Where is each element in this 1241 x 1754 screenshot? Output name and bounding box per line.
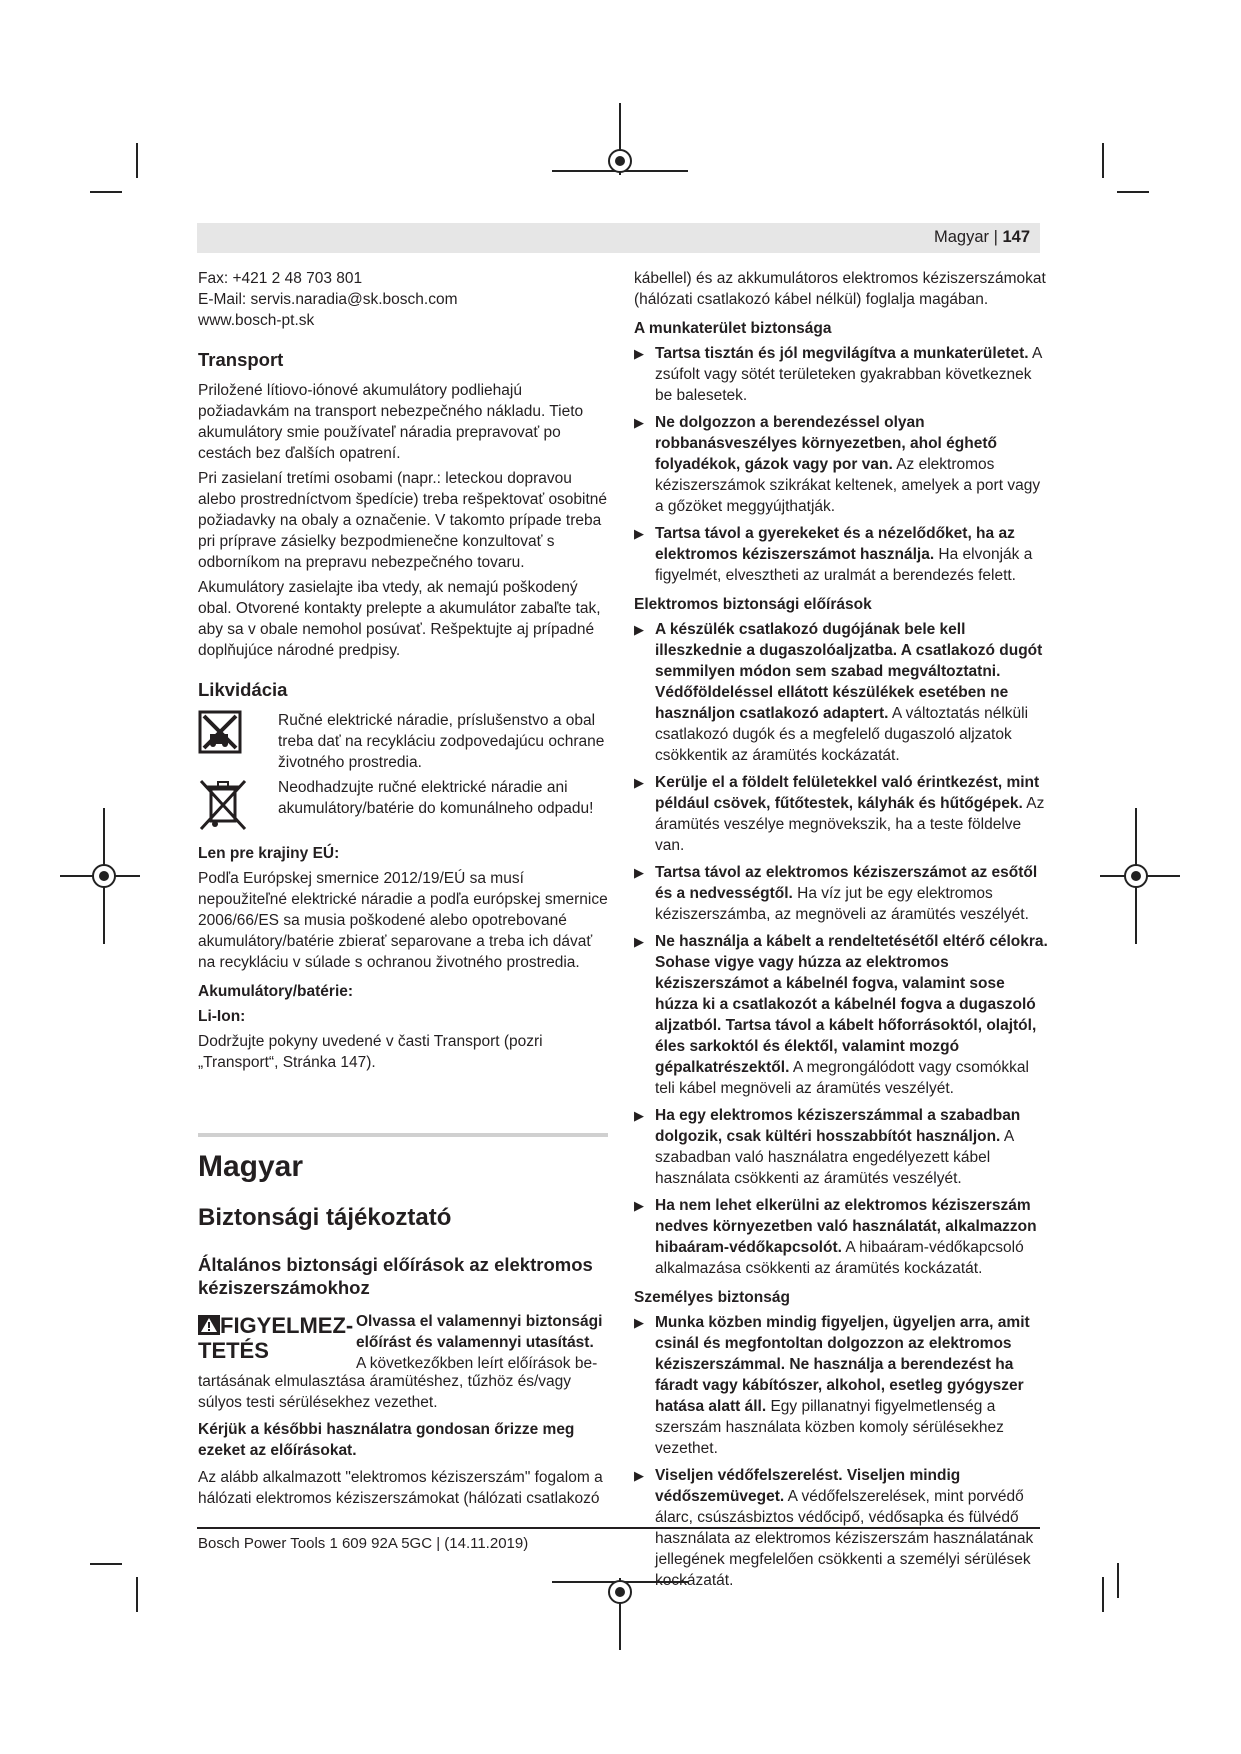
language-title: Magyar — [198, 1150, 304, 1183]
right-column — [634, 268, 1049, 1597]
transport-paragraph: Pri zasielaní tretími osobami (napr.: leteckou dopravou alebo prostredníctvom špedície) treba rešpektovať osobitné požiadavky na obaly a označenie. V takomto prípade treba pri príprave zásielky bezpodmienečne konzultovať s odborníkom na prepravu nebezpečného tovaru. — [198, 470, 608, 571]
liion-heading: Li-Ion: — [198, 1008, 246, 1025]
left-column — [198, 268, 608, 1513]
bullet-arrow-icon: ▶ — [634, 1108, 644, 1123]
warning-label: FIGYELMEZ- TETÉS — [198, 1313, 354, 1363]
footer-text: Bosch Power Tools 1 609 92A 5GC | (14.11.2019) — [198, 1535, 529, 1552]
safety-item: ▶ A készülék csatlakozó dugójának bele kell illeszkednie a dugaszolóaljzatba. A csatlakozó dugót semmilyen módon sem szabad megváltoztatni. Védőföldeléssel ellátott készülékek esetében ne használjon csatlakozó adaptert. A változtatás nélküli csatlakozó dugók és a megfelelő dugaszoló aljzatok csökkentik az áramütés kockázatát. — [634, 621, 1043, 764]
bullet-arrow-icon: ▶ — [634, 346, 644, 361]
safety-item: ▶ Ha nem lehet elkerülni az elektromos kéziszerszám nedves környezetben való használatát, alkalmazzon hibaáram-védőkapcsolót. A hibaáram-védőkapcsoló alkalmazása csökkenti az áramütés kockázatát. — [634, 1197, 1037, 1277]
page-header — [197, 223, 1040, 253]
section-divider — [198, 1133, 608, 1137]
bullet-arrow-icon: ▶ — [634, 775, 644, 790]
disposal-text: Ručné elektrické náradie, príslušenstvo a obal treba dať na recykláciu zodpovedajúcu ochrane životného prostredia. — [278, 712, 605, 771]
recycling-box-icon — [198, 710, 252, 758]
bullet-arrow-icon: ▶ — [634, 415, 644, 430]
section-heading: A munkaterület biztonsága — [634, 320, 832, 337]
safety-item: ▶ Ne dolgozzon a berendezéssel olyan robbanásveszélyes környezetben, ahol éghető folyadékok, gázok vagy por van. Az elektromos kéziszerszámok szikrákat keltenek, amelyek a port vagy a gőzöket meggyújthatják. — [634, 414, 1041, 515]
bullet-arrow-icon: ▶ — [634, 865, 644, 880]
header-section: Magyar — [933, 228, 989, 246]
page-number: 147 — [1002, 228, 1030, 246]
registration-mark-left — [60, 808, 140, 944]
bullet-arrow-icon: ▶ — [634, 526, 644, 541]
disposal-item — [198, 710, 608, 773]
crop-mark — [90, 191, 122, 193]
contact-block — [198, 268, 608, 331]
header-text: Magyar | 147 — [933, 228, 1030, 246]
crop-mark — [1117, 1563, 1119, 1598]
eu-heading: Len pre krajiny EÚ: — [198, 845, 340, 862]
transport-paragraph: Priložené lítiovo-iónové akumulátory podliehajú požiadavkám na transport nebezpečného nákladu. Tieto akumulátory smie používateľ náradia prepravovať po cestách bez ďalších opatrení. — [198, 382, 584, 462]
bullet-arrow-icon: ▶ — [634, 1315, 644, 1330]
registration-mark-top — [552, 103, 688, 183]
crop-mark — [90, 1563, 122, 1565]
crop-mark — [136, 1577, 138, 1612]
safety-item: ▶ Munka közben mindig figyeljen, ügyeljen arra, amit csinál és megfontoltan dolgozzon az elektromos kéziszerszámmal. Ne használja a berendezést ha fáradt vagy kábítószer, alkohol, esetleg gyógyszer hatása alatt áll. Egy pillanatnyi figyelmetlenség a szerszám használata közben komoly sérülésekhez vezethet. — [634, 1314, 1030, 1457]
safety-item: ▶ Tartsa távol az elektromos kéziszerszámot az esőtől és a nedvességtől. Ha víz jut be egy elektromos kéziszerszámba, az megnöveli az áramütés veszélyét. — [634, 864, 1038, 923]
liion-text: Dodržujte pokyny uvedené v časti Transport (pozri „Transport“, Stránka 147). — [198, 1033, 543, 1071]
bullet-arrow-icon: ▶ — [634, 1468, 644, 1483]
definition-text: Az alább alkalmazott "elektromos kéziszerszám" fogalom a hálózati elektromos kéziszerszámokat (hálózati csatlakozó — [198, 1469, 603, 1507]
safety-title: Biztonsági tájékoztató — [198, 1204, 452, 1231]
transport-heading: Transport — [198, 349, 284, 370]
safety-item: ▶ Viseljen védőfelszerelést. Viseljen mindig védőszemüveget. A védőfelszerelések, mint porvédő álarc, csúszásbiztos védőcipő, védősapka és fülvédő használata az elektromos kéziszerszám használatának jellegének megfelelően csökkenti a személyi sérülések kockázatát. — [634, 1467, 1034, 1589]
contact-line: Fax: +421 2 48 703 801 — [198, 270, 363, 287]
eu-text: Podľa Európskej smernice 2012/19/EÚ sa musí nepoužiteľné elektrické náradie a podľa európskej smernice 2006/66/ES sa musia poškodené alebo opotrebované akumulátory/batérie zbierať separovane a treba ich dávať na recykláciu v súlade s ochranou životného prostredia. — [198, 870, 608, 971]
section-heading: Elektromos biztonsági előírások — [634, 596, 872, 613]
crop-mark — [136, 143, 138, 178]
contact-line: www.bosch-pt.sk — [198, 312, 315, 329]
disposal-item — [198, 777, 608, 825]
crop-mark — [1117, 191, 1149, 193]
general-title: Általános biztonsági előírások az elektromos kéziszerszámokhoz — [198, 1254, 593, 1298]
crop-mark — [1102, 143, 1104, 178]
warning-text: Olvassa el valamennyi biztonsági előírást és valamennyi utasítást. A következőkben leírt előírások be- — [356, 1313, 603, 1372]
transport-paragraph: Akumulátory zasielajte iba vtedy, ak nemajú poškodený obal. Otvorené kontakty prelepte a akumulátor zabaľte tak, aby sa v obale nemohol posúvať. Rešpektujte aj prípadné doplňujúce národné predpisy. — [198, 579, 601, 659]
disposal-text: Neodhadzujte ručné elektrické náradie ani akumulátory/batérie do komunálneho odpadu! — [278, 779, 594, 817]
section-heading: Személyes biztonság — [634, 1289, 790, 1306]
crossed-bin-icon — [198, 777, 252, 825]
footer-rule — [197, 1527, 1040, 1529]
registration-mark-right — [1100, 808, 1180, 944]
definition-cont: kábellel) és az akkumulátoros elektromos kéziszerszámokat (hálózati csatlakozó kábel nélkül) foglalja magában. — [634, 270, 1046, 308]
safety-item: ▶ Kerülje el a földelt felületekkel való érintkezést, mint például csövek, fűtőtestek, kályhák és hűtőgépek. Az áramütés veszélye megnövekszik, ha a teste földelve van. — [634, 774, 1045, 854]
safety-item: ▶ Ha egy elektromos kéziszerszámmal a szabadban dolgozik, csak kültéri hosszabbítót használjon. A szabadban való használatra engedélyezett kábel használata csökkenti az áramütés veszélyét. — [634, 1107, 1021, 1187]
warning-block — [198, 1311, 608, 1371]
crop-mark — [1102, 1577, 1104, 1612]
bullet-arrow-icon: ▶ — [634, 1198, 644, 1213]
keep-instructions: Kérjük a későbbi használatra gondosan őrizze meg ezeket az előírásokat. — [198, 1421, 575, 1459]
disposal-heading: Likvidácia — [198, 679, 288, 700]
contact-line: E-Mail: servis.naradia@sk.bosch.com — [198, 291, 458, 308]
safety-item: ▶ Tartsa tisztán és jól megvilágítva a munkaterületet. A zsúfolt vagy sötét területeken gyakrabban következnek be balesetek. — [634, 345, 1042, 404]
battery-heading: Akumulátory/batérie: — [198, 983, 354, 1000]
warning-text-cont: tartásának elmulasztása áramütéshez, tűzhöz és/vagy súlyos testi sérülésekhez vezethet. — [198, 1373, 572, 1411]
bullet-arrow-icon: ▶ — [634, 934, 644, 949]
warning-triangle-icon — [198, 1315, 220, 1335]
bullet-arrow-icon: ▶ — [634, 622, 644, 637]
safety-item: ▶ Ne használja a kábelt a rendeltetésétől eltérő célokra. Sohase vigye vagy húzza az elektromos kéziszerszámot a kábelnél fogva, valamint sose húzza ki a csatlakozót a kábelnél fogva a dugaszoló aljzatból. Tartsa távol a kábelt hőforrásoktól, olajtól, éles sarkoktól és élektől, valamint mozgó gépalkatrészektől. A megrongálódott vagy csomókkal teli kábel megnöveli az áramütés veszélyét. — [634, 933, 1048, 1097]
safety-item: ▶ Tartsa távol a gyerekeket és a nézelődőket, ha az elektromos kéziszerszámot használja. Ha elvonják a figyelmét, elvesztheti az uralmát a berendezés felett. — [634, 525, 1033, 584]
